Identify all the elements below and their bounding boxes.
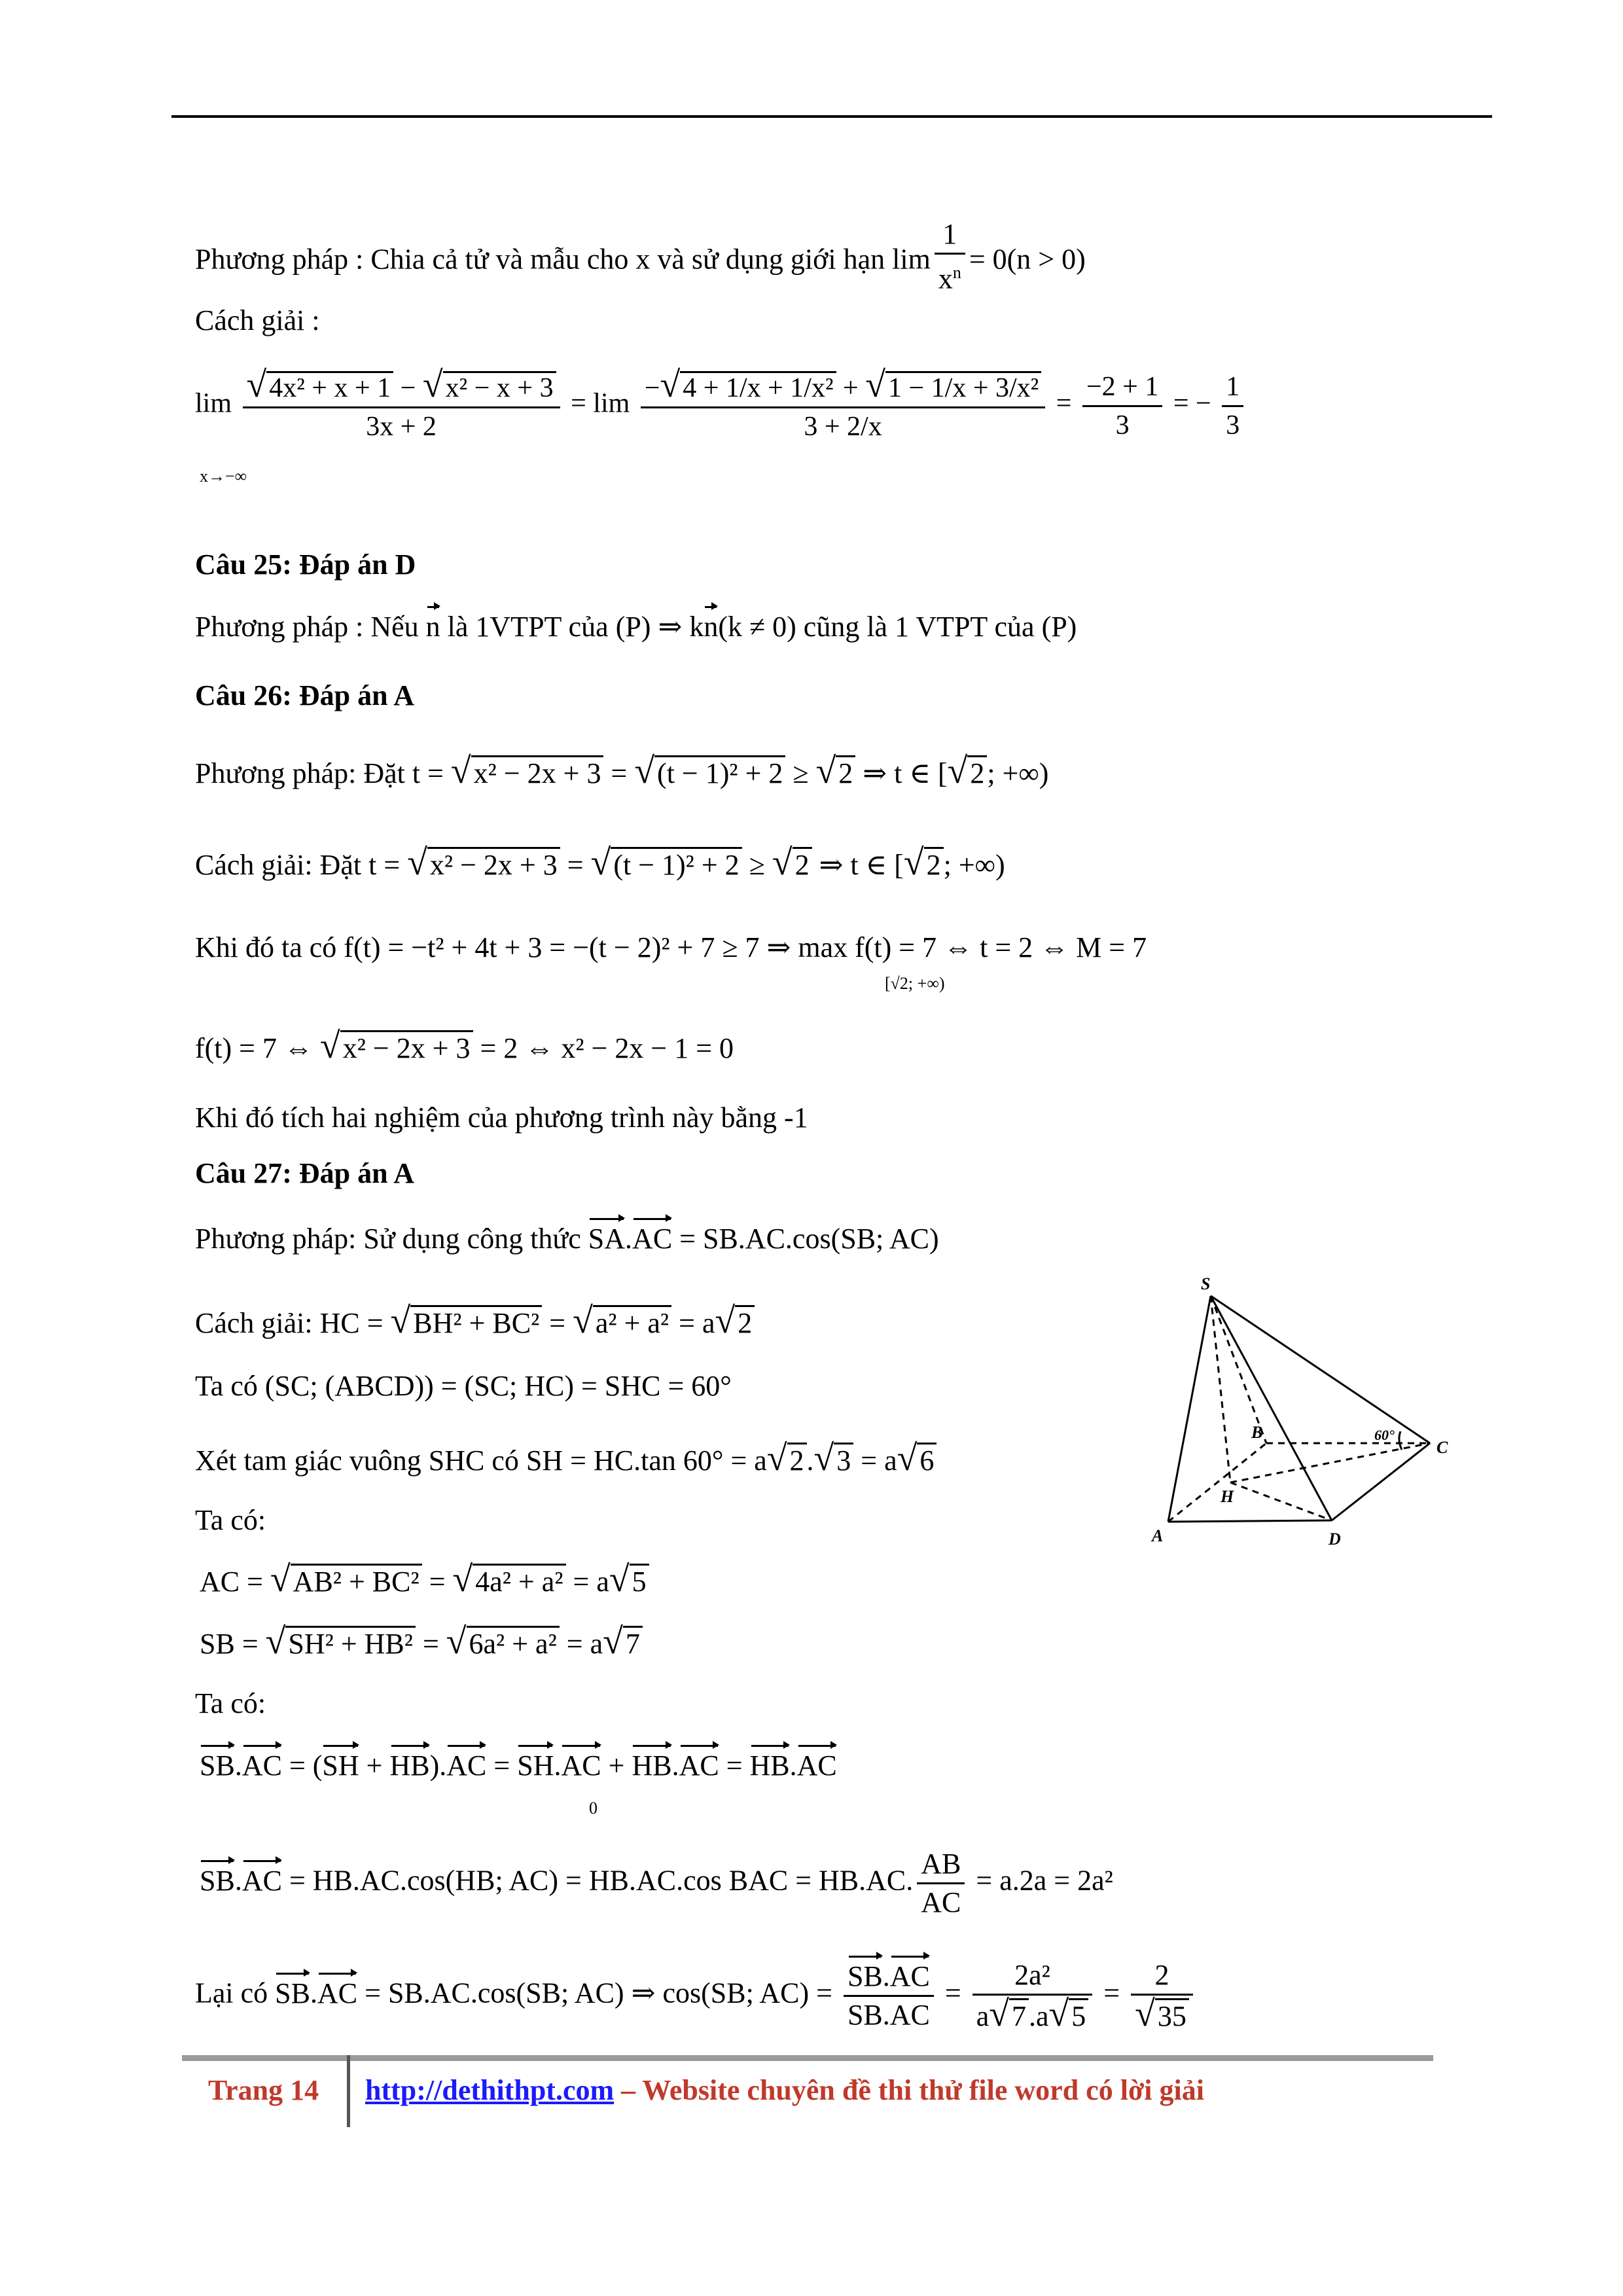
footer-divider (347, 2055, 350, 2127)
pyramid-figure (1139, 1266, 1479, 1568)
q25-method: Phương pháp : Nếu n là 1VTPT của (P) ⇒ kn(k ≠ 0) cũng là 1 VTPT của (P) (195, 609, 1077, 645)
q27-sh: Xét tam giác vuông SHC có SH = HC.tan 60° = a√2.√3 = a√6 (195, 1440, 936, 1479)
footer-text (365, 2073, 1204, 2107)
q24-limit-formula: lim $\frac{\text{√4x² + x + 1 − √x² − x + 3}}{3x + 2}$ = lim $\frac{\text{−√4 + 1/x + 1/x² + √1 − 1/x + 3/x²}}{3 + 2/x}$ = $\frac{-2 + 1}{3}$ = − $\frac{1}{3}$ (195, 367, 1247, 445)
q27-angle: Ta có (SC; (ABCD)) = (SC; HC) = SHC = 60° (195, 1370, 732, 1402)
q27-dot-product: SB.AC = (SH + HB).AC = SH.AC + HB.AC = HB.AC (200, 1748, 837, 1784)
q26-method: Phương pháp: Đặt t = √x² − 2x + 3 = √(t − 1)² + 2 ≥ √2 ⇒ t ∈ [√2; +∞) (195, 751, 1049, 791)
edge-ab (1168, 1443, 1266, 1522)
angle-arc (1399, 1431, 1402, 1450)
q26-max-sub: [√2; +∞) (885, 974, 945, 993)
edge-sc (1211, 1296, 1430, 1443)
label-h: H (1221, 1487, 1234, 1506)
q27-hc: Cách giải: HC = √BH² + BC² = √a² + a² = a√2 (195, 1302, 755, 1342)
label-angle: 60° (1374, 1427, 1395, 1443)
q27-sb: SB = √SH² + HB² = √6a² + a² = a√7 (200, 1623, 643, 1662)
footer-tagline: – Website chuyên đề thi thử file word có lời giải (614, 2074, 1204, 2106)
edge-dc (1332, 1443, 1430, 1520)
label-d: D (1329, 1530, 1341, 1549)
q27-method: Phương pháp: Sử dụng công thức SA.AC = SB.AC.cos(SB; AC) (195, 1221, 939, 1257)
q26-conclusion: Khi đó tích hai nghiệm của phương trình này bằng -1 (195, 1102, 808, 1134)
footer-rule (182, 2055, 1433, 2061)
edge-ad (1168, 1520, 1332, 1522)
q24-solution-label: Cách giải : (195, 304, 320, 336)
edge-sa (1168, 1296, 1211, 1522)
q27-zero-under: 0 (589, 1799, 597, 1818)
footer-link[interactable]: http://dethithpt.com (365, 2074, 615, 2106)
q27-cos: Lại có SB.AC = SB.AC.cos(SB; AC) ⇒ cos(SB; AC) = $\frac{SB.AC}{SB.AC}$ = $\frac{\text{2a²}}{a√7.a√5}$ = $\frac{2}{√35}$ (195, 1957, 1197, 2035)
q27-dot-value: SB.AC = HB.AC.cos(HB; AC) = HB.AC.cos BAC = HB.AC. $\frac{AB}{AC}$ = a.2a = 2a² (200, 1846, 1113, 1921)
label-b: B (1251, 1423, 1263, 1442)
label-c: C (1436, 1438, 1448, 1457)
q27-taco-2: Ta có: (195, 1687, 266, 1719)
q25-title: Câu 25: Đáp án D (195, 548, 416, 581)
q27-ac: AC = √AB² + BC² = √4a² + a² = a√5 (200, 1561, 649, 1600)
label-a: A (1152, 1526, 1164, 1545)
q27-taco-1: Ta có: (195, 1504, 266, 1536)
edge-hd (1230, 1482, 1332, 1520)
header-rule (171, 115, 1492, 118)
q26-title: Câu 26: Đáp án A (195, 679, 414, 711)
q24-method: Phương pháp : Chia cả tử và mẫu cho x và sử dụng giới hạn lim $\frac{1}{x^n}$ = 0(n > 0) (195, 216, 1086, 298)
q26-solution: Cách giải: Đặt t = √x² − 2x + 3 = √(t − 1)² + 2 ≥ √2 ⇒ t ∈ [√2; +∞) (195, 842, 1005, 883)
q26-equation: f(t) = 7 ⇔ √x² − 2x + 3 = 2 ⇔ x² − 2x − 1 = 0 (195, 1026, 734, 1066)
q27-title: Câu 27: Đáp án A (195, 1157, 414, 1189)
q24-limit-sub: x→−∞ (200, 467, 247, 486)
q26-function: Khi đó ta có f(t) = −t² + 4t + 3 = −(t − 2)² + 7 ≥ 7 ⇒ max f(t) = 7 ⇔ t = 2 ⇔ M = 7 (195, 931, 1147, 963)
page-footer (182, 2055, 1438, 2127)
page-number: Trang 14 (208, 2074, 319, 2106)
edge-hc (1230, 1443, 1430, 1482)
label-s: S (1201, 1274, 1211, 1293)
